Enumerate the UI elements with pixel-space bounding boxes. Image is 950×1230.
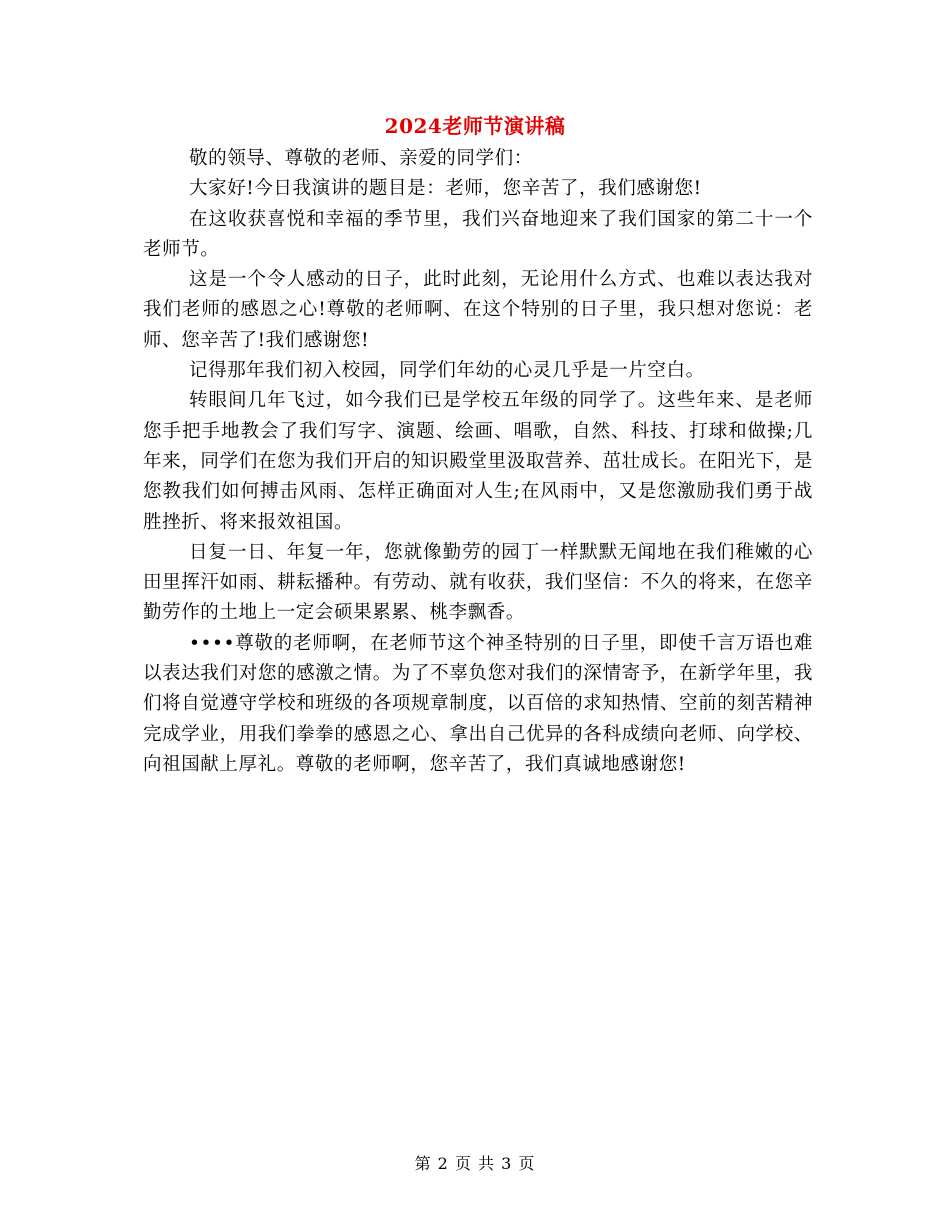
paragraph-closing: ••••尊敬的老师啊，在老师节这个神圣特别的日子里，即使千言万语也难以表达我们对您的感激之情。为了不辜负您对我们的深情寄予，在新学年里，我们将自觉遵守学校和班级的各项规章制度，以百倍的求知热情、空前的刻苦精神完成学业，用我们拳拳的感恩之心、拿出自己优异的各科成绩向老师、向学校、向祖国献上厚礼。尊敬的老师啊，您辛苦了，我们真诚地感谢您! [143,632,813,775]
document-title: 2024老师节演讲稿 [384,114,566,138]
document-body [143,144,813,780]
paragraph-salutation: 敬的领导、尊敬的老师、亲爱的同学们： [189,148,533,169]
paragraph: 这是一个令人感动的日子，此时此刻，无论用什么方式、也难以表达我对我们老师的感恩之心!尊敬的老师啊、在这个特别的日子里，我只想对您说：老师、您辛苦了!我们感谢您! [143,269,813,351]
paragraph-greeting: 大家好!今日我演讲的题目是：老师，您辛苦了，我们感谢您! [189,178,702,200]
paragraph: 在这收获喜悦和幸福的季节里，我们兴奋地迎来了我们国家的第二十一个老师节。 [143,208,813,260]
paragraph: 记得那年我们初入校园，同学们年幼的心灵几乎是一片空白。 [189,360,705,382]
paragraph: 转眼间几年飞过，如今我们已是学校五年级的同学了。这些年来、是老师您手把手地教会了我们写字、演题、绘画、唱歌，自然、科技、打球和做操;几年来，同学们在您为我们开启的知识殿堂里汲取营养、茁壮成长。在阳光下，是您教我们如何搏击风雨、怎样正确面对人生;在风雨中，又是您激励我们勇于战胜挫折、将来报效祖国。 [143,390,813,533]
page-number-footer: 第 2 页 共 3 页 [414,1154,536,1173]
paragraph: 日复一日、年复一年，您就像勤劳的园丁一样默默无闻地在我们稚嫩的心田里挥汗如雨、耕耘播种。有劳动、就有收获，我们坚信：不久的将来，在您辛勤劳作的土地上一定会硕果累累、桃李飘香。 [143,541,813,624]
